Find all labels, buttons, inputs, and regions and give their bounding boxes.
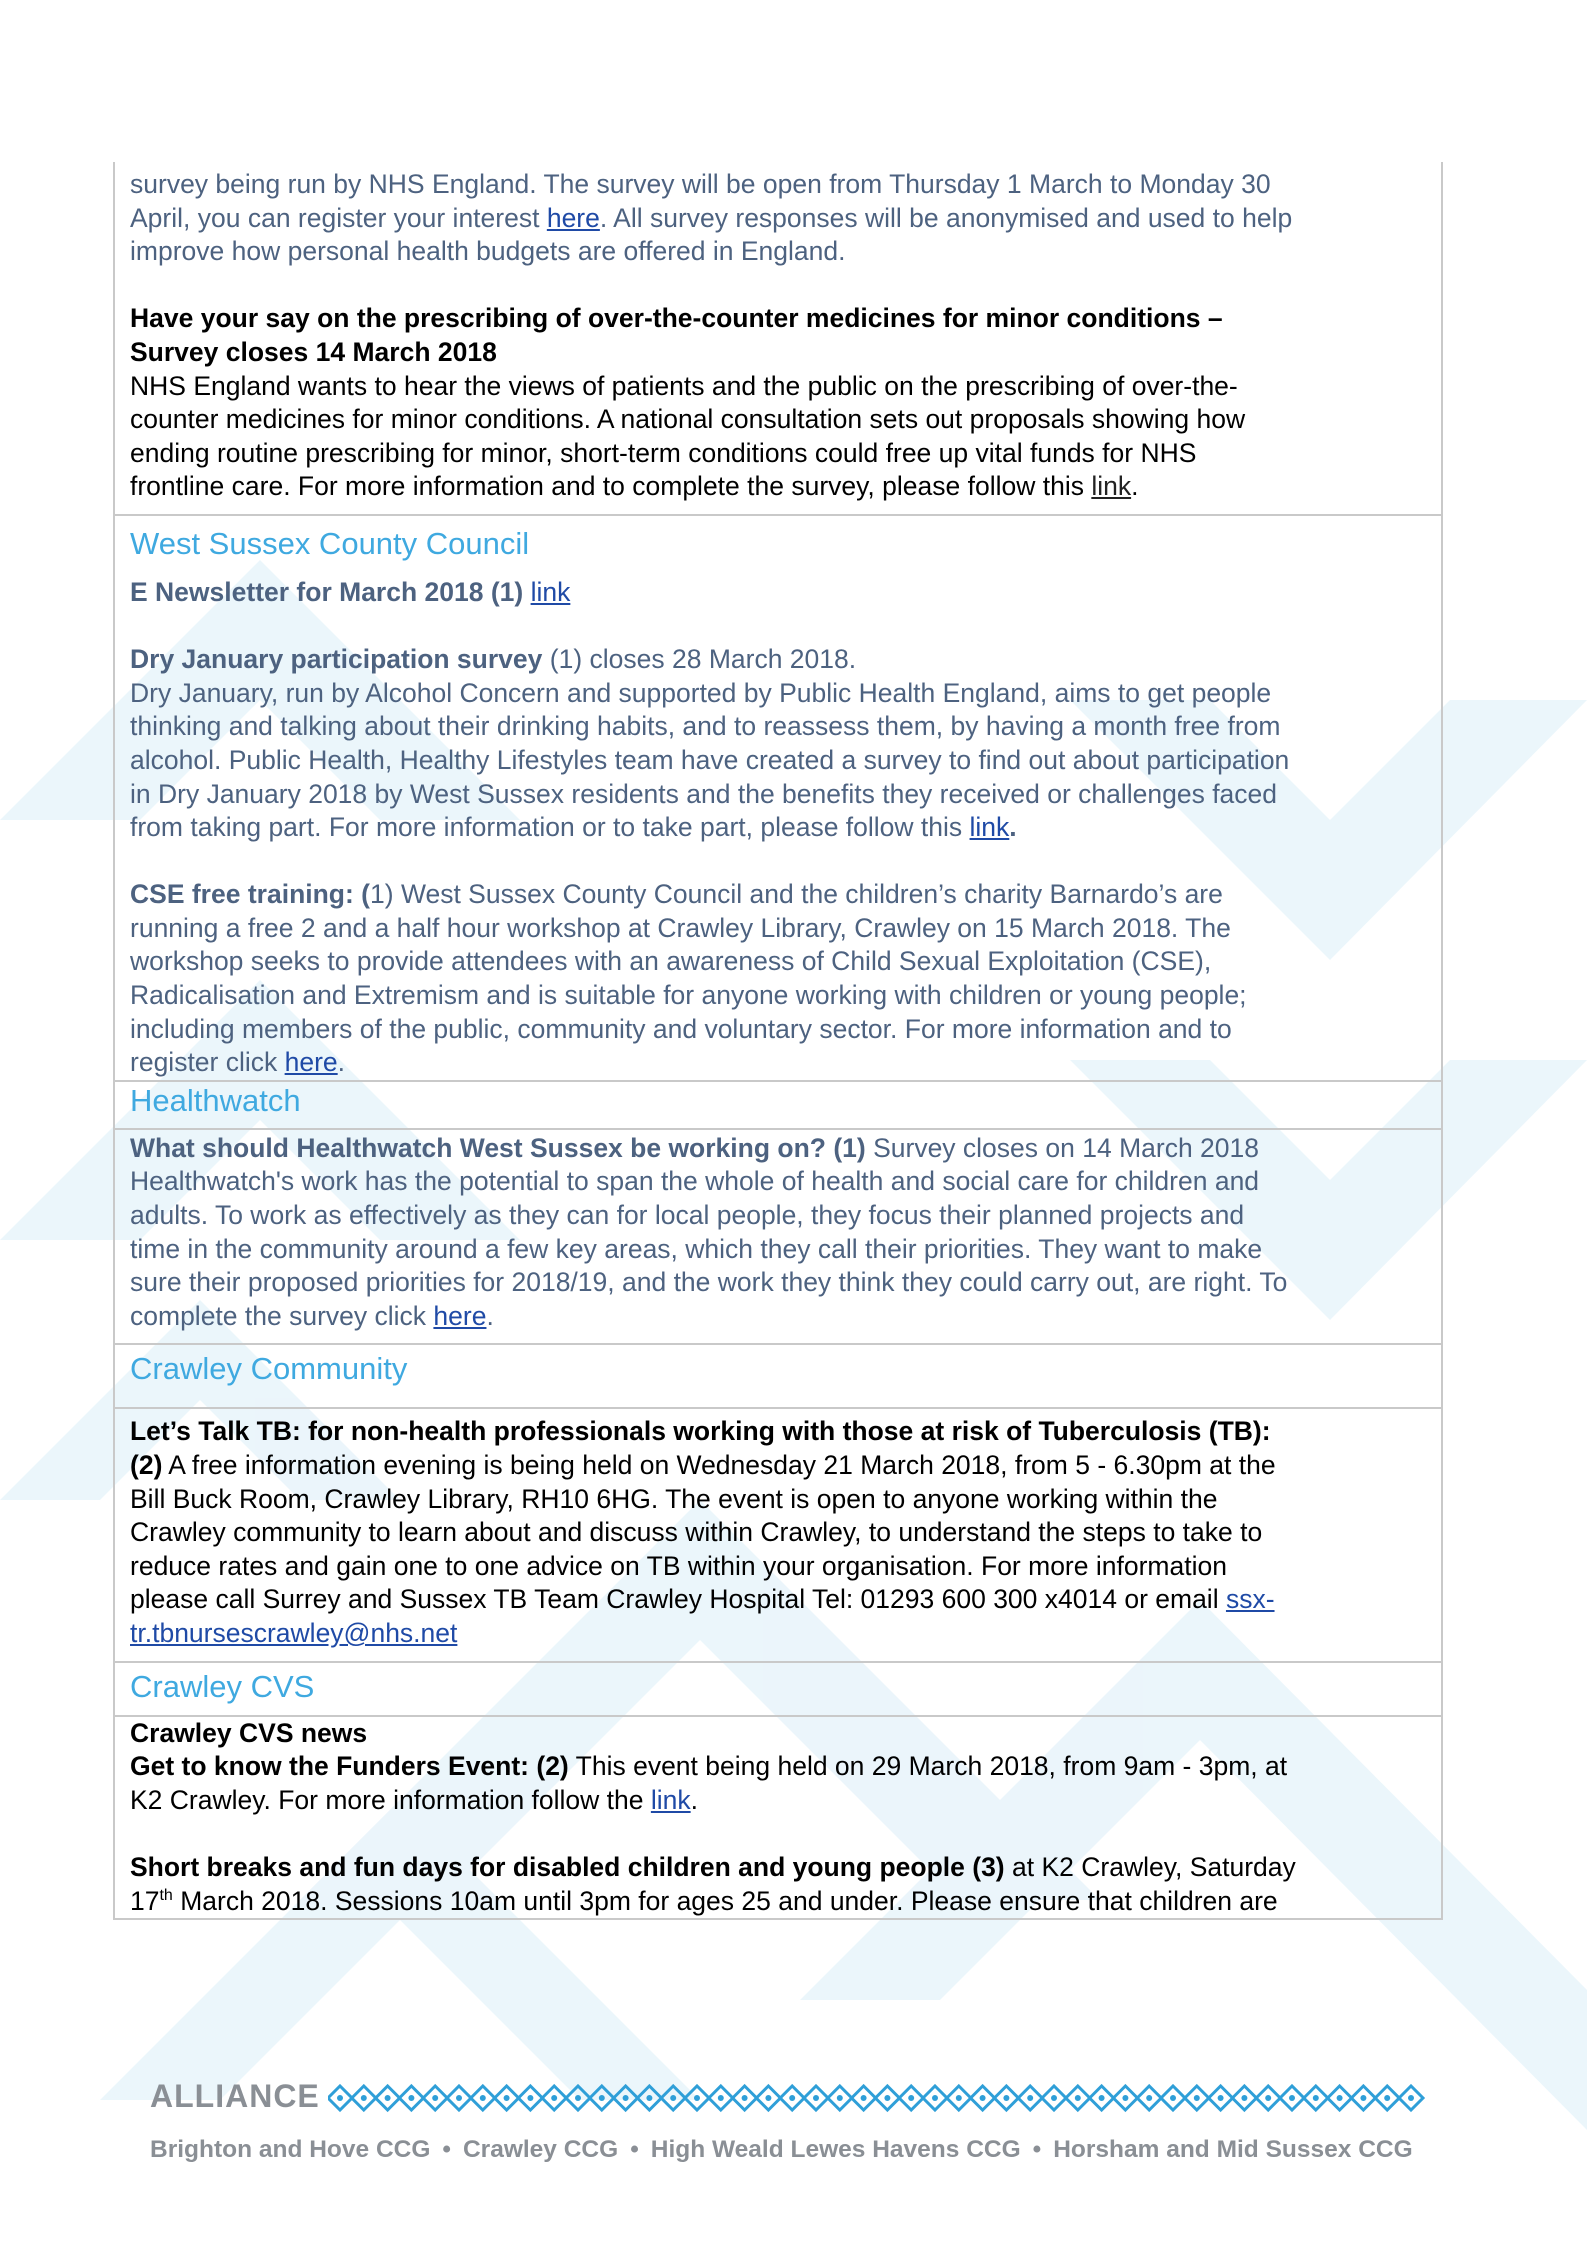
healthwatch-text: adults. To work as effectively as they can for local people, they focus their planned projects and	[130, 1200, 1245, 1231]
chain-dot	[480, 2095, 486, 2101]
tb-text: Crawley community to learn about and discuss within Crawley, to understand the steps to take to	[130, 1517, 1263, 1548]
tb-email-link[interactable]: ssx-	[1225, 1584, 1275, 1615]
chain-dot	[1122, 2095, 1128, 2101]
ccg-name: High Weald Lewes Havens CCG	[650, 2136, 1021, 2163]
crawley-community-section	[115, 1407, 1441, 1660]
chain-dot	[789, 2095, 795, 2101]
chain-dot	[408, 2095, 414, 2101]
chain-dot	[1289, 2095, 1295, 2101]
healthwatch-survey-link[interactable]: here	[433, 1300, 487, 1331]
crawley-cvs-title-row	[115, 1661, 1441, 1715]
ccg-list	[150, 2136, 1413, 2164]
cse-training-heading: CSE free training: (1) West Sussex County Council and the children’s charity Barnardo’s are	[130, 879, 1223, 910]
chain-dot	[1003, 2095, 1009, 2101]
survey-text-line: survey being run by NHS England. The survey will be open from Thursday 1 March to Monday 30	[130, 169, 1271, 199]
healthwatch-title-row	[115, 1080, 1441, 1128]
chain-dot	[1146, 2095, 1152, 2101]
short-breaks-text: 17th March 2018. Sessions 10am until 3pm for ages 25 and under. Please ensure that children are	[130, 1885, 1278, 1916]
tb-email-link[interactable]: tr.tbnursescrawley@nhs.net	[130, 1617, 458, 1648]
tb-text	[130, 1617, 1426, 1651]
chain-dot	[1051, 2095, 1057, 2101]
cse-register-link[interactable]: here	[284, 1047, 338, 1078]
chain-dot	[1027, 2095, 1033, 2101]
healthwatch-text: Healthwatch's work has the potential to span the whole of health and social care for children and	[130, 1166, 1260, 1197]
chain-dot	[1170, 2095, 1176, 2101]
otc-heading: Survey closes 14 March 2018	[130, 336, 497, 367]
dry-january-text: from taking part. For more information or to take part, please follow this link.	[130, 812, 1017, 843]
section-title-wscc: West Sussex County Council	[130, 525, 530, 561]
otc-text-line: ending routine prescribing for minor, short-term conditions could free up vital funds for NHS	[130, 437, 1197, 468]
separator-dot: •	[630, 2136, 639, 2163]
ccg-name: Horsham and Mid Sussex CCG	[1053, 2136, 1413, 2163]
chain-dot	[956, 2095, 962, 2101]
tb-text: Bill Buck Room, Crawley Library, RH10 6HG. The event is open to anyone working within the	[130, 1483, 1218, 1514]
chain-dot	[337, 2095, 343, 2101]
otc-survey-link[interactable]: link	[1091, 471, 1132, 502]
survey-text-line: improve how personal health budgets are offered in England.	[130, 236, 846, 267]
nhs-england-section	[115, 162, 1441, 514]
healthwatch-section	[115, 1128, 1441, 1344]
chain-dot	[670, 2095, 676, 2101]
enewsletter-link[interactable]: link	[530, 576, 571, 607]
tb-text: please call Surrey and Sussex TB Team Crawley Hospital Tel: 01293 600 300 x4014 or email ssx-	[130, 1584, 1275, 1615]
cse-training-text: Radicalisation and Extremism and is suitable for anyone working with children or young people;	[130, 980, 1247, 1011]
chain-dot	[1075, 2095, 1081, 2101]
wscc-section	[115, 514, 1441, 1080]
chain-dot	[432, 2095, 438, 2101]
tb-text: (2) A free information evening is being held on Wednesday 21 March 2018, from 5 - 6.30pm at the	[130, 1450, 1276, 1480]
crawley-cvs-section	[115, 1715, 1441, 1919]
chain-dot	[932, 2095, 938, 2101]
chain-dot	[1408, 2095, 1414, 2101]
register-interest-link[interactable]: here	[546, 202, 600, 233]
chain-dot	[623, 2095, 629, 2101]
section-title-crawley-cvs: Crawley CVS	[130, 1668, 315, 1704]
footer-alliance	[150, 2074, 1440, 2184]
chain-dot	[551, 2095, 557, 2101]
section-title-crawley-community: Crawley Community	[130, 1351, 408, 1387]
healthwatch-text: sure their proposed priorities for 2018/19, and the work they think they could carry out, are right. To	[130, 1267, 1288, 1298]
newsletter-table	[113, 162, 1443, 1920]
healthwatch-heading: What should Healthwatch West Sussex be working on? (1) Survey closes on 14 March 2018	[130, 1132, 1260, 1163]
chain-dot	[884, 2095, 890, 2101]
chain-dot	[1360, 2095, 1366, 2101]
cse-training-text: register click here.	[130, 1047, 346, 1078]
chain-dot	[980, 2095, 986, 2101]
chain-dot	[718, 2095, 724, 2101]
dry-january-heading: Dry January participation survey (1) closes 28 March 2018.	[130, 644, 857, 675]
funders-event-text: Get to know the Funders Event: (2) This event being held on 29 March 2018, from 9am - 3pm, at	[130, 1751, 1288, 1782]
chain-dot	[765, 2095, 771, 2101]
chain-dot	[837, 2095, 843, 2101]
separator-dot: •	[1032, 2136, 1042, 2163]
chain-dot	[1194, 2095, 1200, 2101]
chain-dot	[527, 2095, 533, 2101]
funders-event-link[interactable]: link	[650, 1784, 691, 1815]
chain-dot	[813, 2095, 819, 2101]
healthwatch-text: complete the survey click here.	[130, 1300, 494, 1331]
chain-dot	[742, 2095, 748, 2101]
otc-text-line: NHS England wants to hear the views of patients and the public on the prescribing of over-the-	[130, 370, 1238, 401]
alliance-logo-text: ALLIANCE	[150, 2078, 320, 2114]
chain-dot	[646, 2095, 652, 2101]
cse-training-text: including members of the public, community and voluntary sector. For more information and to	[130, 1013, 1232, 1044]
chain-dot	[504, 2095, 510, 2101]
cvs-news-heading: Crawley CVS news	[130, 1717, 368, 1748]
chain-dot	[575, 2095, 581, 2101]
dry-january-text: alcohol. Public Health, Healthy Lifestyles team have created a survey to find out about participation	[130, 744, 1290, 775]
funders-event-text: K2 Crawley. For more information follow the link.	[130, 1784, 699, 1815]
chain-dot	[1265, 2095, 1271, 2101]
tb-text: reduce rates and gain one to one advice on TB within your organisation. For more information	[130, 1550, 1227, 1581]
alliance-chain-icon	[328, 2076, 1440, 2120]
healthwatch-text: time in the community around a few key areas, which they call their priorities. They want to make	[130, 1233, 1263, 1264]
enewsletter-line: E Newsletter for March 2018 (1) link	[130, 576, 571, 607]
survey-text-line: April, you can register your interest here. All survey responses will be anonymised and used to help	[130, 202, 1293, 233]
dry-january-text: thinking and talking about their drinking habits, and to reassess them, by having a month free from	[130, 711, 1281, 742]
separator-dot: •	[442, 2136, 451, 2163]
otc-text-line: frontline care. For more information and to complete the survey, please follow this link.	[130, 471, 1139, 502]
chain-dot	[1384, 2095, 1390, 2101]
ccg-name: Crawley CCG	[462, 2136, 619, 2163]
chain-dot	[599, 2095, 605, 2101]
crawley-community-title-row	[115, 1343, 1441, 1407]
chain-dot	[1337, 2095, 1343, 2101]
otc-heading: Have your say on the prescribing of over-the-counter medicines for minor conditions –	[130, 303, 1223, 334]
chain-dot	[1218, 2095, 1224, 2101]
chain-dot	[1241, 2095, 1247, 2101]
chain-dot	[1099, 2095, 1105, 2101]
cse-training-text: workshop seeks to provide attendees with an awareness of Child Sexual Exploitation (CSE),	[130, 946, 1212, 977]
dry-january-text: Dry January, run by Alcohol Concern and supported by Public Health England, aims to get people	[130, 677, 1272, 708]
dry-january-text: in Dry January 2018 by West Sussex residents and the benefits they received or challenges faced	[130, 778, 1278, 809]
ccg-name: Brighton and Hove CCG	[150, 2136, 431, 2163]
chain-dot	[908, 2095, 914, 2101]
chain-dot	[694, 2095, 700, 2101]
section-title-healthwatch: Healthwatch	[130, 1082, 301, 1118]
chain-dot	[361, 2095, 367, 2101]
cse-training-text: running a free 2 and a half hour workshop at Crawley Library, Crawley on 15 March 2018. The	[130, 912, 1231, 943]
chain-dot	[861, 2095, 867, 2101]
tb-heading: Let’s Talk TB: for non-health professionals working with those at risk of Tuberculosis (TB):	[130, 1416, 1271, 1447]
chain-dot	[1313, 2095, 1319, 2101]
chain-dot	[385, 2095, 391, 2101]
short-breaks-text: Short breaks and fun days for disabled children and young people (3) at K2 Crawley, Saturday	[130, 1851, 1296, 1882]
chain-dot	[456, 2095, 462, 2101]
otc-text-line: counter medicines for minor conditions. A national consultation sets out proposals showing how	[130, 404, 1246, 435]
dry-january-link[interactable]: link	[969, 812, 1010, 843]
